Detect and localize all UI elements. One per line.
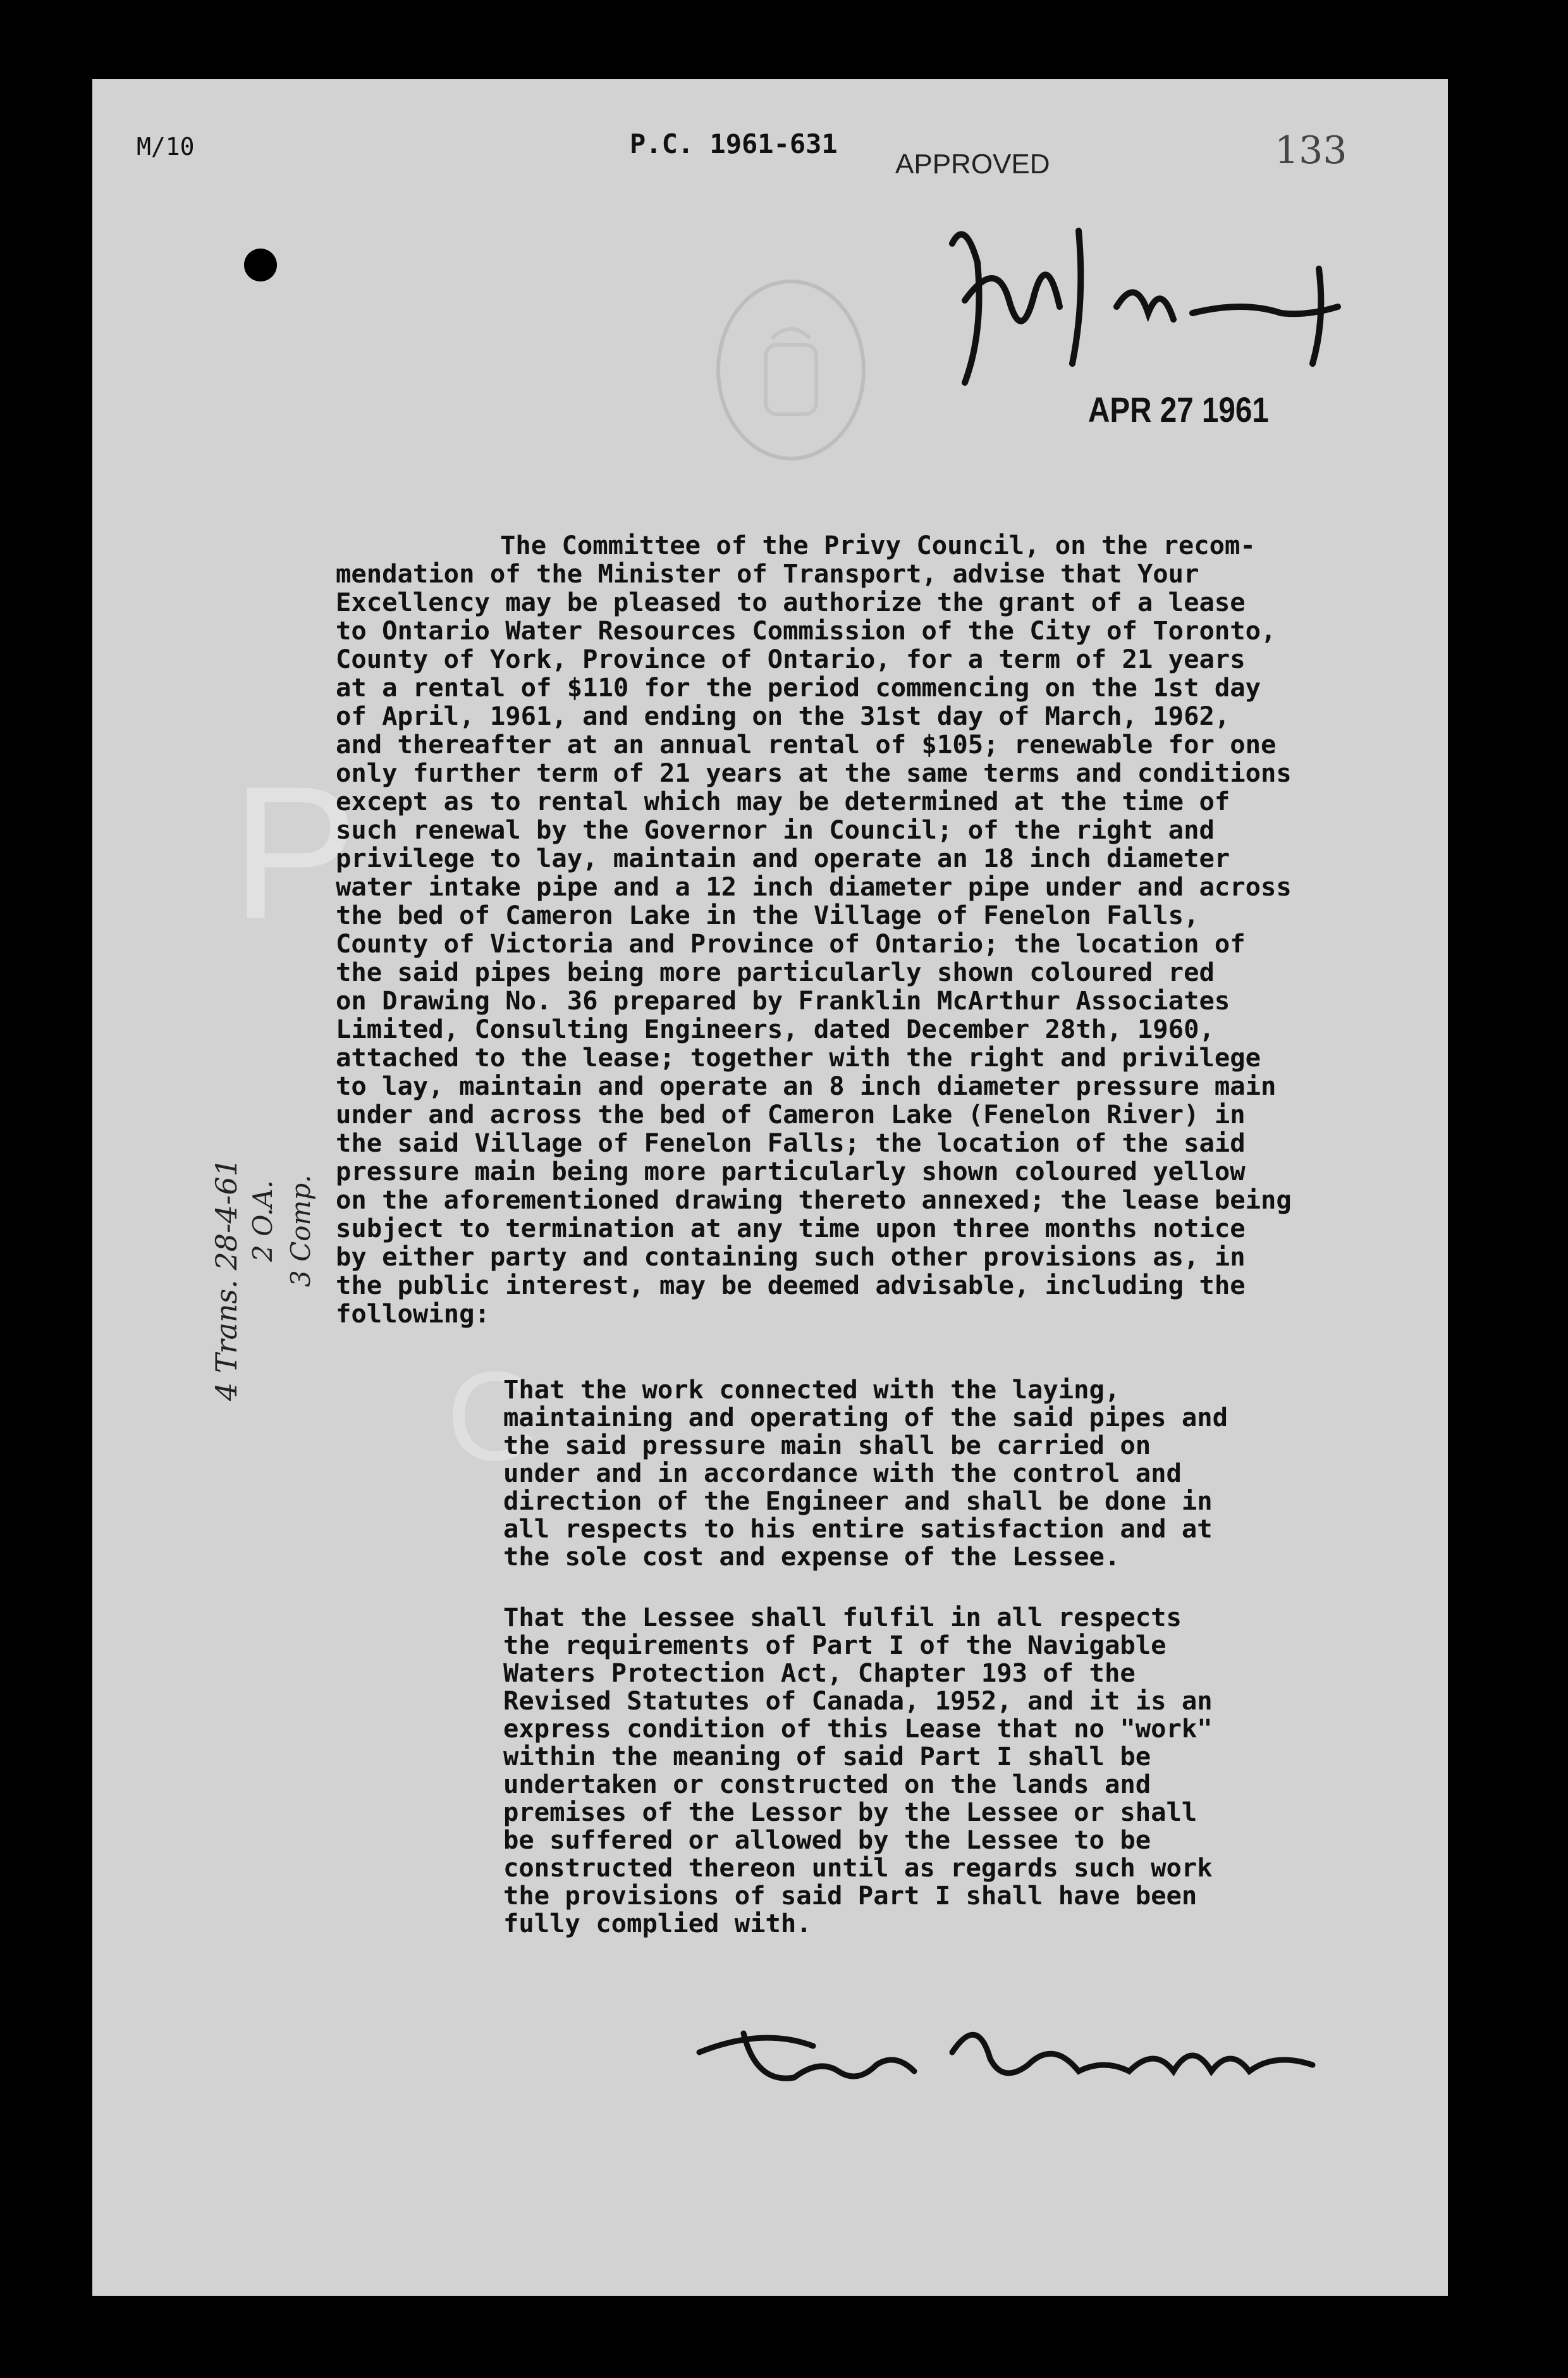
order-in-council-number: P.C. 1961-631 — [630, 128, 838, 159]
margin-note: 4 Trans. 28-4-61 — [209, 1158, 243, 1401]
governor-general-signature — [927, 206, 1357, 395]
condition-paragraph: That the Lessee shall fulfil in all respects the requirements of Part I of the Navigable Waters Protection Act, Chapter 193 of the Revised Statutes of Canada, 1952, and it is an express condition of this Lease that no "work" within the meaning of said Part I shall be undertaken or constructed on the lands and premises of the Lessor by the Lessee or shall be suffered or allowed by the Lessee to be constructed thereon until as regards such work the provisions of said Part I shall have been fully complied with. — [503, 1602, 1213, 1938]
document-page — [92, 79, 1448, 2296]
margin-note: 2 O.A. — [247, 1180, 278, 1262]
embossed-seal — [712, 275, 870, 465]
minister-signature — [687, 2002, 1332, 2103]
punch-hole — [244, 249, 277, 281]
page-number: 133 — [1275, 128, 1347, 173]
watermark-letter: C — [446, 1346, 538, 1487]
margin-note: 3 Comp. — [285, 1174, 316, 1287]
main-paragraph: The Committee of the Privy Council, on the recom- mendation of the Minister of Transport, advise that Your Excellency may be pleased to authorize the grant of a lease to Ontario Water Resources Commission of the City of Toronto, County of York, Province of Ontario, for a term of 21 years at a rental of $110 for the period commencing on the 1st day of April, 1961, and ending on the 31st day of March, 1962, and thereafter at an annual rental of $105; renewable for one only further term of 21 years at the same terms and conditions except as to rental which may be determined at the time of such renewal by the Governor in Council; of the right and privilege to lay, maintain and operate an 18 inch diameter water intake pipe and a 12 inch diameter pipe under and across the bed of Cameron Lake in the Village of Fenelon Falls, County of Victoria and Province of Ontario; the location of the said pipes being more particularly shown coloured red on Drawing No. 36 prepared by Franklin McArthur Associates Limited, Consulting Engineers, dated December 28th, 1960, attached to the lease; together with the right and privilege to lay, maintain and operate an 8 inch diameter pressure main under and across the bed of Cameron Lake (Fenelon River) in the said Village of Fenelon Falls; the location of the said pressure main being more particularly shown coloured yellow on the aforementioned drawing thereto annexed; the lease being subject to termination at any time upon three months notice by either party and containing such other provisions as, in the public interest, may be deemed advisable, including the following: — [336, 530, 1292, 1329]
reference-code: M/10 — [137, 133, 195, 161]
watermark-letter: P — [231, 746, 358, 959]
approved-stamp: APPROVED — [895, 149, 1050, 180]
date-stamp: APR 27 1961 — [1088, 390, 1269, 429]
condition-paragraph: That the work connected with the laying, maintaining and operating of the said pipes and the said pressure main shall be carried on under and in accordance with the control and direction of the Engineer and shall be done in all respects to his entire satisfaction and at the sole cost and expense of the Lessee. — [503, 1374, 1228, 1572]
